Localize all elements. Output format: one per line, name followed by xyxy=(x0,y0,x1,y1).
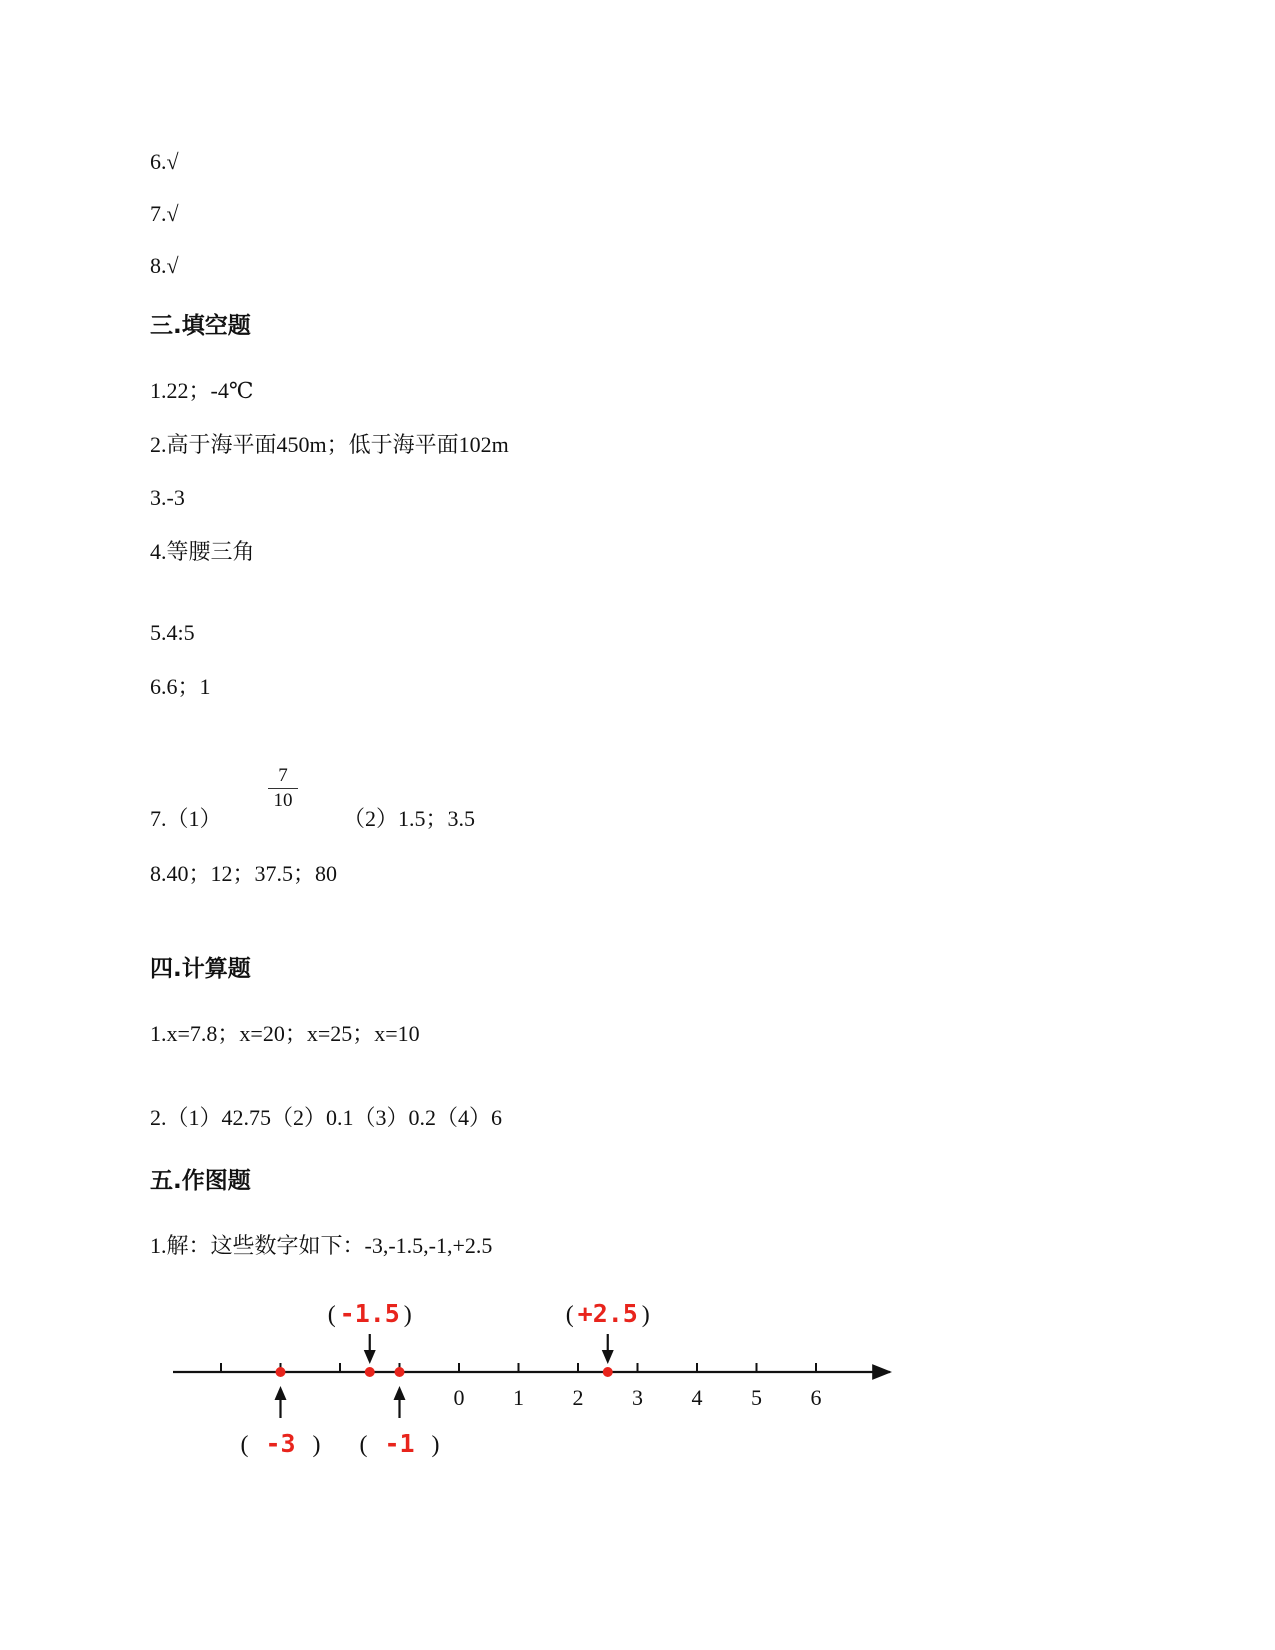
fill-answer-8: 8.40；12；37.5；80 xyxy=(150,861,338,886)
fill-answer-6: 6.6；1 xyxy=(150,674,211,699)
arrow-head xyxy=(364,1350,376,1364)
point-label: -1 xyxy=(384,1429,415,1458)
tick-label: 4 xyxy=(691,1385,703,1410)
calc-answer-2: 2.（1）42.75（2）0.1（3）0.2（4）6 xyxy=(150,1105,503,1130)
section-3-heading: 三.填空题 xyxy=(150,313,251,339)
point-label: -3 xyxy=(265,1429,296,1458)
paren-open: ( xyxy=(240,1432,249,1458)
section-5-heading: 五.作图题 xyxy=(150,1168,251,1194)
paren-close: ) xyxy=(641,1302,650,1328)
answer-8: 8.√ xyxy=(150,253,179,278)
tick-label: 3 xyxy=(632,1385,643,1410)
tick-label: 1 xyxy=(513,1385,524,1410)
point-label: +2.5 xyxy=(577,1299,638,1328)
fill-answer-2: 2.高于海平面450m；低于海平面102m xyxy=(150,432,509,457)
tick-label: 5 xyxy=(751,1385,762,1410)
number-line-figure xyxy=(0,1280,1275,1500)
fraction-numerator: 7 xyxy=(268,765,298,789)
paren-open: ( xyxy=(359,1432,368,1458)
arrow-head xyxy=(394,1386,406,1400)
tick-label: 2 xyxy=(572,1385,584,1410)
point-marker xyxy=(395,1367,405,1377)
paren-close: ) xyxy=(403,1302,412,1328)
fill-answer-7-part2: （2）1.5；3.5 xyxy=(343,806,476,831)
point-marker xyxy=(365,1367,375,1377)
fill-answer-4: 4.等腰三角 xyxy=(150,539,255,564)
tick-label: 6 xyxy=(810,1385,822,1410)
arrow-head xyxy=(275,1386,287,1400)
fill-answer-1: 1.22；-4℃ xyxy=(150,378,254,403)
calc-answer-1: 1.x=7.8；x=20；x=25；x=10 xyxy=(150,1021,420,1046)
answer-6: 6.√ xyxy=(150,149,179,174)
fill-answer-7-part1: 7.（1） xyxy=(150,806,222,831)
fraction xyxy=(268,765,298,812)
draw-answer-1: 1.解：这些数字如下：-3,-1.5,-1,+2.5 xyxy=(150,1233,493,1258)
point-label: -1.5 xyxy=(339,1299,400,1328)
fill-answer-3: 3.-3 xyxy=(150,485,185,510)
fill-answer-5: 5.4:5 xyxy=(150,620,195,645)
paren-close: ) xyxy=(431,1432,440,1458)
paren-open: ( xyxy=(327,1302,336,1328)
paren-close: ) xyxy=(312,1432,321,1458)
point-marker xyxy=(603,1367,613,1377)
fraction-denominator: 10 xyxy=(273,790,293,811)
paren-open: ( xyxy=(565,1302,574,1328)
arrow-head xyxy=(602,1350,614,1364)
section-4-heading: 四.计算题 xyxy=(150,956,251,982)
tick-label: 0 xyxy=(453,1385,465,1410)
answer-7: 7.√ xyxy=(150,201,179,226)
point-marker xyxy=(276,1367,286,1377)
